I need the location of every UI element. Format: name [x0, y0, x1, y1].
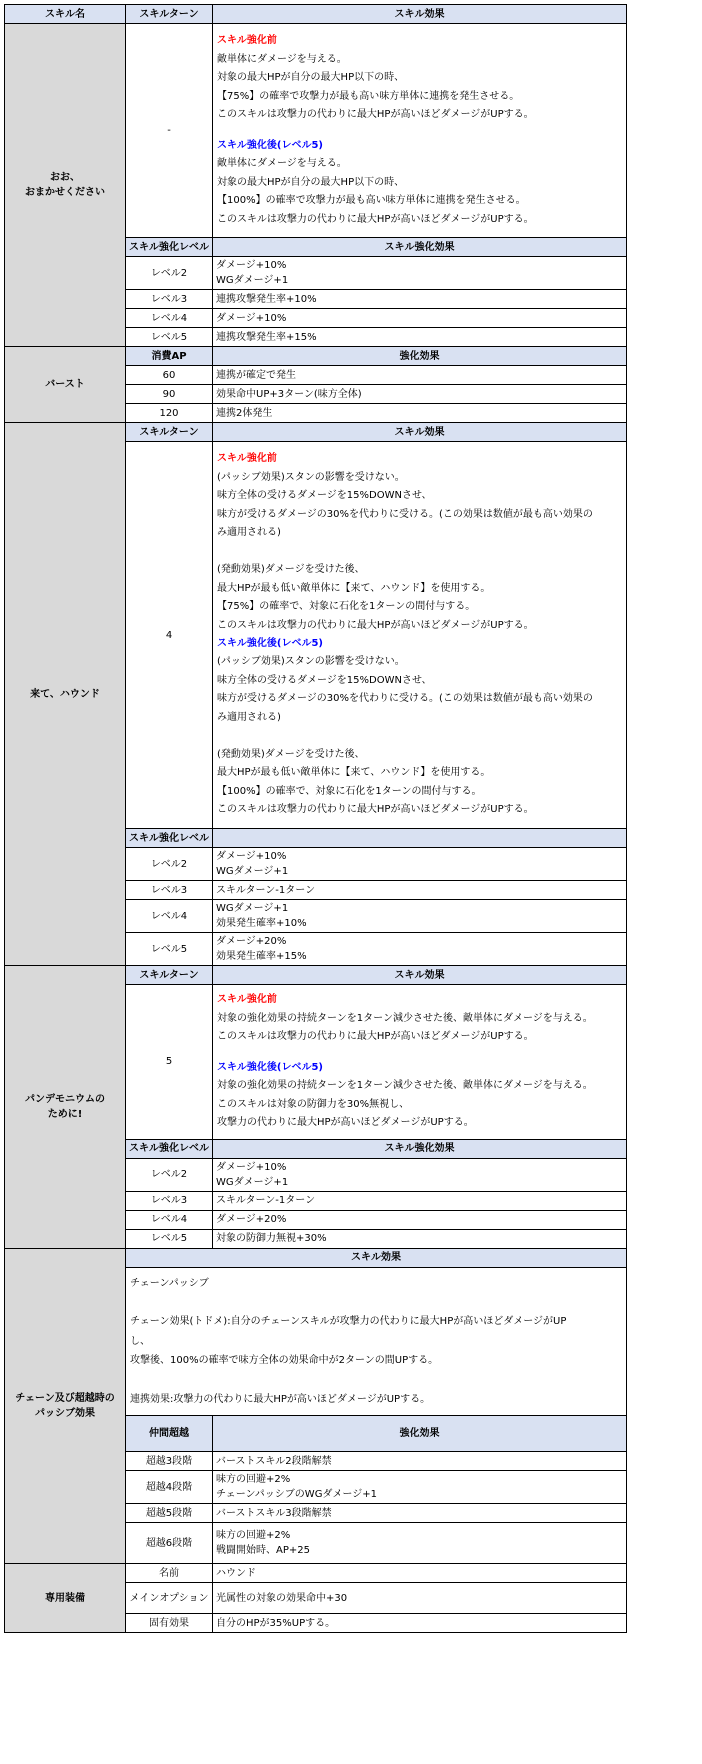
- header-skill-effect: スキル効果: [213, 5, 627, 24]
- skill3-name: パンデモニウムの ために!: [5, 966, 126, 1249]
- skill3-level-header: スキル強化レベル: [126, 1139, 213, 1158]
- burst-name: バースト: [5, 347, 126, 423]
- skill2-level-header: スキル強化レベル: [126, 829, 213, 848]
- skill-table: [4, 4, 627, 1633]
- skill2-after-title: スキル強化後(レベル5): [217, 638, 323, 649]
- equip-value: 光属性の対象の効果命中+30: [213, 1583, 627, 1614]
- skill2-name: 来て、ハウンド: [5, 423, 126, 966]
- skill3-level-effect: ダメージ+10% WGダメージ+1: [213, 1158, 627, 1191]
- burst-ap: 60: [126, 366, 213, 385]
- chain-passive-effect: チェーンパッシブ チェーン効果(トドメ):自分のチェーンスキルが攻撃力の代わりに最大HPが高いほどダメージがUP し、 攻撃後、100%の確率で味方全体の効果命中が2ターンの間UPする。 連携効果:攻撃力の代わりに最大HPが高いほどダメージがUPする。: [126, 1267, 627, 1416]
- burst-effect-header: 強化効果: [213, 347, 627, 366]
- transcend-effect: バーストスキル3段階解禁: [213, 1504, 627, 1523]
- skill3-turn-header: スキルターン: [126, 966, 213, 985]
- skill3-after-title: スキル強化後(レベル5): [217, 1061, 323, 1073]
- skill2-level-effect: ダメージ+10% WGダメージ+1: [213, 848, 627, 881]
- skill1-level-effect: ダメージ+10%: [213, 309, 627, 328]
- equip-key: 名前: [126, 1564, 213, 1583]
- skill3-effect-header: スキル効果: [213, 966, 627, 985]
- skill1-level-effect: ダメージ+10% WGダメージ+1: [213, 257, 627, 290]
- skill2-level: レベル4: [126, 900, 213, 933]
- skill2-level: レベル3: [126, 881, 213, 900]
- skill2-level-effect-header: [213, 829, 627, 848]
- skill2-before-title: スキル強化前: [217, 453, 277, 465]
- equip-key: 固有効果: [126, 1614, 213, 1633]
- skill3-effect: スキル強化前 対象の強化効果の持続ターンを1ターン減少させた後、敵単体にダメージを与える。 このスキルは攻撃力の代わりに最大HPが高いほどダメージがUPする。 スキル強化後(レベル5) 対象の強化効果の持続ターンを1ターン減少させた後、敵単体にダメージを与える。 このスキルは対象の防御力を30%無視し、 攻撃力の代わりに最大HPが高いほどダメージがUPする。: [213, 985, 627, 1140]
- transcend-effect: バーストスキル2段階解禁: [213, 1452, 627, 1471]
- header-skill-turn: スキルターン: [126, 5, 213, 24]
- chain-effect-header: スキル効果: [126, 1248, 627, 1267]
- skill2-level-effect: ダメージ+20% 効果発生確率+15%: [213, 933, 627, 966]
- skill1-level-header: スキル強化レベル: [126, 238, 213, 257]
- skill1-level-effect-header: スキル強化効果: [213, 238, 627, 257]
- skill1-turn: -: [126, 24, 213, 238]
- chain-name: チェーン及び超越時の パッシブ効果: [5, 1248, 126, 1564]
- skill3-before-title: スキル強化前: [217, 994, 277, 1005]
- skill2-level: レベル2: [126, 848, 213, 881]
- skill2-level: レベル5: [126, 933, 213, 966]
- transcend-effect-header: 強化効果: [213, 1416, 627, 1452]
- transcend-level: 超越3段階: [126, 1452, 213, 1471]
- skill1-effect: スキル強化前 敵単体にダメージを与える。 対象の最大HPが自分の最大HP以下の時、 【75%】の確率で攻撃力が最も高い味方単体に連携を発生させる。 このスキルは攻撃力の代わりに最大HPが高いほどダメージがUPする。 スキル強化後(レベル5) 敵単体にダメージを与える。 対象の最大HPが自分の最大HP以下の時、 【100%】の確率で攻撃力が最も高い味方単体に連携を発生させる。 このスキルは攻撃力の代わりに最大HPが高いほどダメージがUPする。: [213, 24, 627, 238]
- skill1-level-effect: 連携攻撃発生率+10%: [213, 290, 627, 309]
- burst-effect: 効果命中UP+3ターン(味方全体): [213, 385, 627, 404]
- skill3-level: レベル3: [126, 1191, 213, 1210]
- skill3-level-effect: 対象の防御力無視+30%: [213, 1229, 627, 1248]
- skill2-effect-header: スキル効果: [213, 423, 627, 442]
- skill2-turn: 4: [126, 442, 213, 829]
- skill1-name: おお、 おまかせください: [5, 24, 126, 347]
- transcend-level: 超越5段階: [126, 1504, 213, 1523]
- header-skill-name: スキル名: [5, 5, 126, 24]
- skill1-level-effect: 連携攻撃発生率+15%: [213, 328, 627, 347]
- burst-effect: 連携2体発生: [213, 404, 627, 423]
- equip-name: 専用装備: [5, 1564, 126, 1633]
- transcend-level: 超越6段階: [126, 1523, 213, 1564]
- skill2-effect: スキル強化前 (パッシブ効果)スタンの影響を受けない。 味方全体の受けるダメージを15%DOWNさせ、 味方が受けるダメージの30%を代わりに受ける。(この効果は数値が最も高い効果の み適用される) (発動効果)ダメージを受けた後、 最大HPが最も低い敵単体に【来て、ハウンド】を使用する。 【75%】の確率で、対象に石化を1ターンの間付与する。 このスキルは攻撃力の代わりに最大HPが高いほどダメージがUPする。 スキル強化後(レベル5) (パッシブ効果)スタンの影響を受けない。 味方全体の受けるダメージを15%DOWNさせ、 味方が受けるダメージの30%を代わりに受ける。(この効果は数値が最も高い効果の み適用される) (発動効果)ダメージを受けた後、 最大HPが最も低い敵単体に【来て、ハウンド】を使用する。 【100%】の確率で、対象に石化を1ターンの間付与する。 このスキルは攻撃力の代わりに最大HPが高いほどダメージがUPする。: [213, 442, 627, 829]
- transcend-effect: 味方の回避+2% 戦闘開始時、AP+25: [213, 1523, 627, 1564]
- transcend-header: 仲間超越: [126, 1416, 213, 1452]
- burst-ap: 90: [126, 385, 213, 404]
- skill3-level-effect-header: スキル強化効果: [213, 1139, 627, 1158]
- burst-ap-header: 消費AP: [126, 347, 213, 366]
- skill2-turn-header: スキルターン: [126, 423, 213, 442]
- equip-key: メインオプション: [126, 1583, 213, 1614]
- equip-value: 自分のHPが35%UPする。: [213, 1614, 627, 1633]
- skill2-level-effect: スキルターン-1ターン: [213, 881, 627, 900]
- skill1-before-title: スキル強化前: [217, 35, 277, 46]
- skill3-turn: 5: [126, 985, 213, 1140]
- skill1-level: レベル3: [126, 290, 213, 309]
- transcend-effect: 味方の回避+2% チェーンパッシブのWGダメージ+1: [213, 1471, 627, 1504]
- skill2-level-effect: WGダメージ+1 効果発生確率+10%: [213, 900, 627, 933]
- equip-value: ハウンド: [213, 1564, 627, 1583]
- skill1-level: レベル5: [126, 328, 213, 347]
- skill3-level: レベル5: [126, 1229, 213, 1248]
- transcend-level: 超越4段階: [126, 1471, 213, 1504]
- burst-ap: 120: [126, 404, 213, 423]
- skill3-level: レベル2: [126, 1158, 213, 1191]
- skill3-level-effect: スキルターン-1ターン: [213, 1191, 627, 1210]
- skill3-level-effect: ダメージ+20%: [213, 1210, 627, 1229]
- burst-effect: 連携が確定で発生: [213, 366, 627, 385]
- skill3-level: レベル4: [126, 1210, 213, 1229]
- skill1-level: レベル4: [126, 309, 213, 328]
- skill1-after-title: スキル強化後(レベル5): [217, 139, 323, 151]
- skill1-level: レベル2: [126, 257, 213, 290]
